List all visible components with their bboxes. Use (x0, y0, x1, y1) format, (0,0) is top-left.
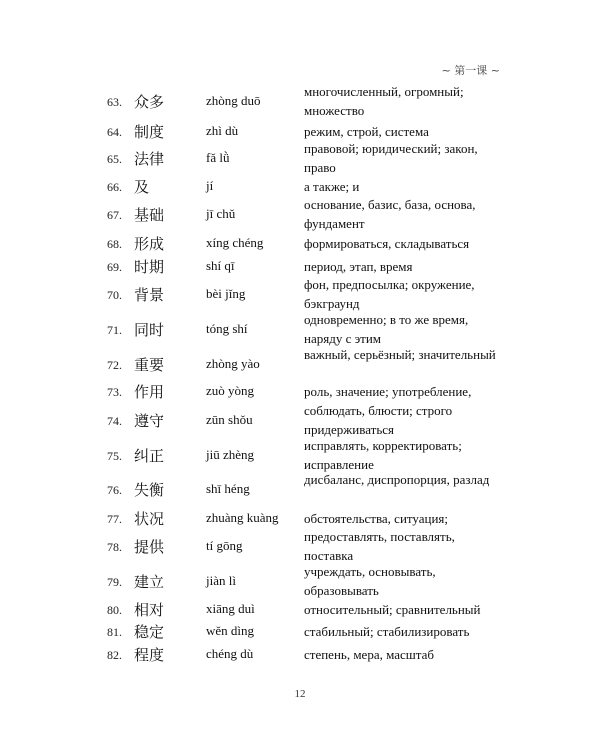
entry-pinyin: fǎ lǜ (206, 150, 230, 165)
entry-hanzi: 失衡 (134, 481, 165, 499)
entry-hanzi: 同时 (134, 321, 165, 339)
entry-pinyin: bèi jǐng (206, 286, 246, 301)
entry-hanzi: 众多 (134, 93, 165, 111)
entry-number: 67. (107, 208, 122, 222)
entry-pinyin: xíng chéng (206, 235, 264, 250)
entry-pinyin: shí qī (206, 258, 235, 273)
entry-number: 63. (107, 95, 122, 109)
entry-pinyin: xiāng duì (206, 601, 255, 616)
entry-hanzi: 及 (134, 178, 150, 196)
entry-number: 71. (107, 323, 122, 337)
entry-hanzi: 制度 (134, 123, 165, 141)
entry-number: 77. (107, 512, 122, 526)
entry-pinyin: shī héng (206, 481, 250, 496)
entry-pinyin: wěn dìng (206, 623, 255, 638)
entry-number: 78. (107, 540, 122, 554)
entry-pinyin: zhuàng kuàng (206, 510, 279, 525)
entry-hanzi: 时期 (134, 258, 165, 276)
entry-pinyin: zhòng yào (206, 356, 260, 371)
entry-hanzi: 建立 (134, 573, 165, 591)
entry-pinyin: chéng dù (206, 646, 254, 661)
entry-hanzi: 重要 (134, 356, 165, 374)
entry-number: 65. (107, 152, 122, 166)
entry-number: 74. (107, 414, 122, 428)
entry-translation: соблюдать, блюсти; строго придерживаться (304, 403, 453, 437)
entry-translation: правовой; юридический; закон, право (304, 141, 478, 175)
entry-number: 81. (107, 625, 122, 639)
entry-hanzi: 程度 (134, 646, 165, 664)
entry-translation: фон, предпосылка; окружение, бэкграунд (304, 277, 475, 311)
entry-hanzi: 稳定 (134, 623, 165, 641)
entry-number: 70. (107, 288, 122, 302)
entry-pinyin: zūn shǒu (206, 412, 253, 427)
page-number: 12 (294, 688, 306, 700)
entry-translation: роль, значение; употребление, (304, 384, 472, 399)
entry-number: 73. (107, 385, 122, 399)
entry-translation: основание, базис, база, основа, фундамент (304, 197, 476, 231)
entry-pinyin: zhì dù (206, 123, 239, 138)
entry-number: 79. (107, 575, 122, 589)
entry-translation: исправлять, корректировать; исправление (304, 438, 462, 472)
entry-pinyin: jiū zhèng (206, 447, 255, 462)
entry-translation: многочисленный, огромный; множество (304, 84, 464, 118)
entry-number: 76. (107, 483, 122, 497)
entry-hanzi: 纠正 (134, 447, 165, 465)
entry-hanzi: 背景 (134, 286, 165, 304)
entry-pinyin: jiàn lì (206, 573, 236, 588)
entry-translation: относительный; сравнительный (304, 602, 481, 617)
entry-translation: степень, мера, масштаб (304, 647, 435, 662)
entry-translation: а также; и (304, 179, 360, 194)
entry-pinyin: tí gōng (206, 538, 243, 553)
entry-translation: дисбаланс, диспропорция, разлад (304, 472, 490, 487)
entry-hanzi: 遵守 (134, 412, 165, 430)
chapter-header: ~ 第一课 ~ (441, 64, 500, 77)
entry-number: 64. (107, 125, 122, 139)
entry-translation: режим, строй, система (304, 124, 429, 139)
entry-translation: одновременно; в то же время, наряду с этим (304, 312, 469, 346)
entry-pinyin: jī chǔ (206, 206, 236, 221)
entry-number: 80. (107, 603, 122, 617)
entry-hanzi: 相对 (134, 601, 165, 619)
entry-number: 72. (107, 358, 122, 372)
entry-hanzi: 状况 (134, 510, 165, 528)
entry-translation: период, этап, время (304, 259, 413, 274)
entry-pinyin: jí (206, 178, 214, 193)
entry-translation: формироваться, складываться (304, 236, 470, 251)
entry-translation: важный, серьёзный; значительный (304, 347, 496, 362)
entry-number: 68. (107, 237, 122, 251)
entry-translation: обстоятельства, ситуация; (304, 511, 449, 526)
entry-translation: предоставлять, поставлять, поставка (304, 529, 455, 563)
entry-number: 75. (107, 449, 122, 463)
entry-hanzi: 形成 (134, 235, 165, 253)
entry-number: 69. (107, 260, 122, 274)
entry-number: 66. (107, 180, 122, 194)
entry-pinyin: tóng shí (206, 321, 248, 336)
entry-hanzi: 提供 (134, 538, 165, 556)
entry-hanzi: 作用 (134, 383, 165, 401)
entry-hanzi: 基础 (134, 206, 165, 224)
entry-translation: учреждать, основывать, образовывать (304, 564, 436, 598)
entry-pinyin: zuò yòng (206, 383, 255, 398)
entry-number: 82. (107, 648, 122, 662)
entry-hanzi: 法律 (134, 150, 165, 168)
entry-pinyin: zhòng duō (206, 93, 261, 108)
entry-translation: стабильный; стабилизировать (304, 624, 470, 639)
